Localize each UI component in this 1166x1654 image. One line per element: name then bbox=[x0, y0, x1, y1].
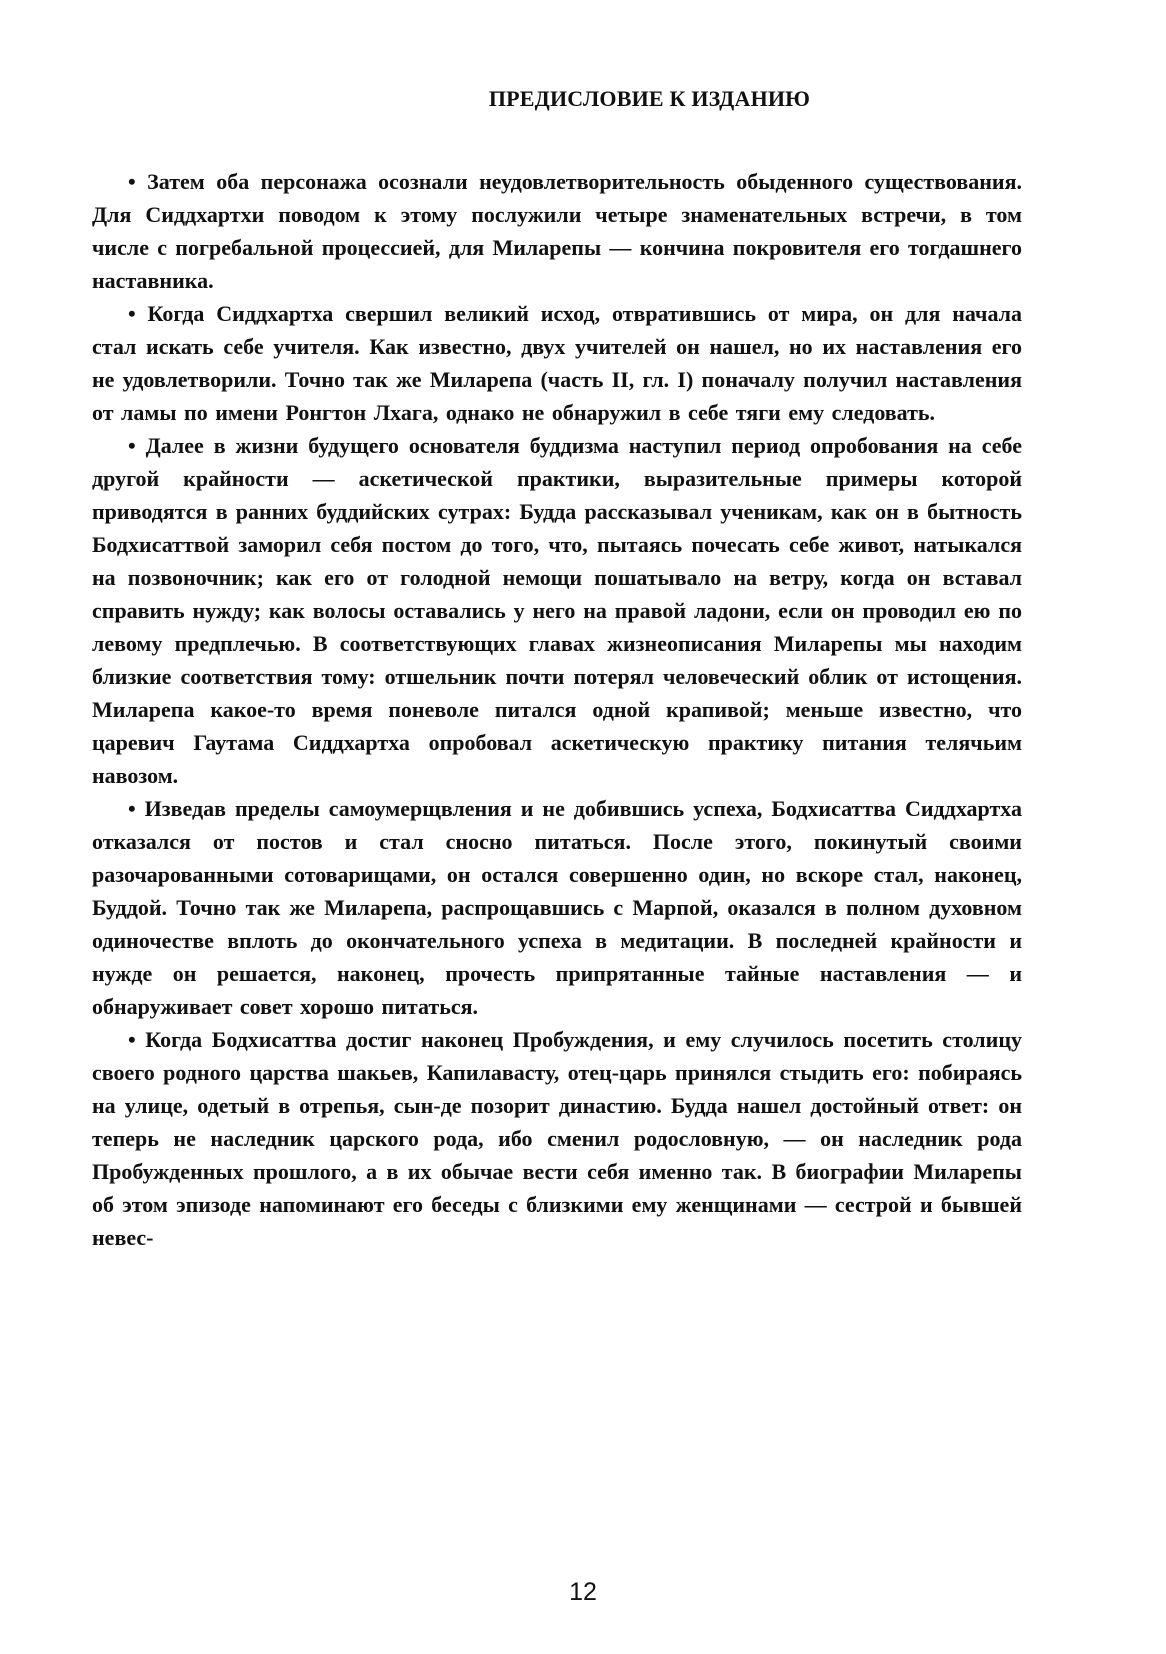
body-text bbox=[92, 165, 1022, 1254]
paragraph-4: • Изведав пределы самоумерщвления и не добившись успеха, Бодхисаттва Сиддхартха отказался от постов и стал сносно питаться. После этого, покинутый своими разочарованными сотоварищами, он остался совершенно один, но вскоре стал, наконец, Буддой. Точно так же Миларепа, распрощавшись с Марпой, оказался в полном духовном одиночестве вплоть до окончательного успеха в медитации. В последней крайности и нужде он решается, наконец, прочесть припрятанные тайные наставления — и обнаруживает совет хорошо питаться. bbox=[92, 796, 1022, 1019]
paragraph-2: • Когда Сиддхартха свершил великий исход, отвратившись от мира, он для начала стал искать себе учителя. Как известно, двух учителей он нашел, но их наставления его не удовлетворили. Точно так же Миларепа (часть II, гл. I) поначалу получил наставления от ламы по имени Ронгтон Лхага, однако не обнаружил в себе тяги ему следовать. bbox=[92, 301, 1022, 425]
paragraph-1: • Затем оба персонажа осознали неудовлетворительность обыденного существования. Для Сиддхартхи поводом к этому послужили четыре знаменательных встречи, в том числе с погребальной процессией, для Миларепы — кончина покровителя его тогдашнего наставника. bbox=[92, 169, 1022, 293]
paragraph-3: • Далее в жизни будущего основателя буддизма наступил период опробования на себе другой крайности — аскетической практики, выразительные примеры которой приводятся в ранних буддийских сутрах: Будда рассказывал ученикам, как он в бытность Бодхисаттвой заморил себя постом до того, что, пытаясь почесать себе живот, натыкался на позвоночник; как его от голодной немощи пошатывало на ветру, когда он вставал справить нужду; как волосы оставались у него на правой ладони, если он проводил ею по левому предплечью. В соответствующих главах жизнеописания Миларепы мы находим близкие соответствия тому: отшельник почти потерял человеческий облик от истощения. Миларепа какое-то время поневоле питался одной крапивой; меньше известно, что царевич Гаутама Сиддхартха опробовал аскетическую практику питания телячьим навозом. bbox=[92, 433, 1022, 788]
page-heading: ПРЕДИСЛОВИЕ К ИЗДАНИЮ bbox=[488, 86, 811, 111]
paragraph-5: • Когда Бодхисаттва достиг наконец Пробуждения, и ему случилось посетить столицу своего родного царства шакьев, Капилавасту, отец-царь принялся стыдить его: побираясь на улице, одетый в отрепья, сын-де позорит династию. Будда нашел достойный ответ: он теперь не наследник царского рода, ибо сменил родословную, — он наследник рода Пробужденных прошлого, а в их обычае вести себя именно так. В биографии Миларепы об этом эпизоде напоминают его беседы с близкими ему женщинами — сестрой и бывшей невес- bbox=[92, 1027, 1022, 1250]
page-number: 12 bbox=[569, 1578, 597, 1606]
